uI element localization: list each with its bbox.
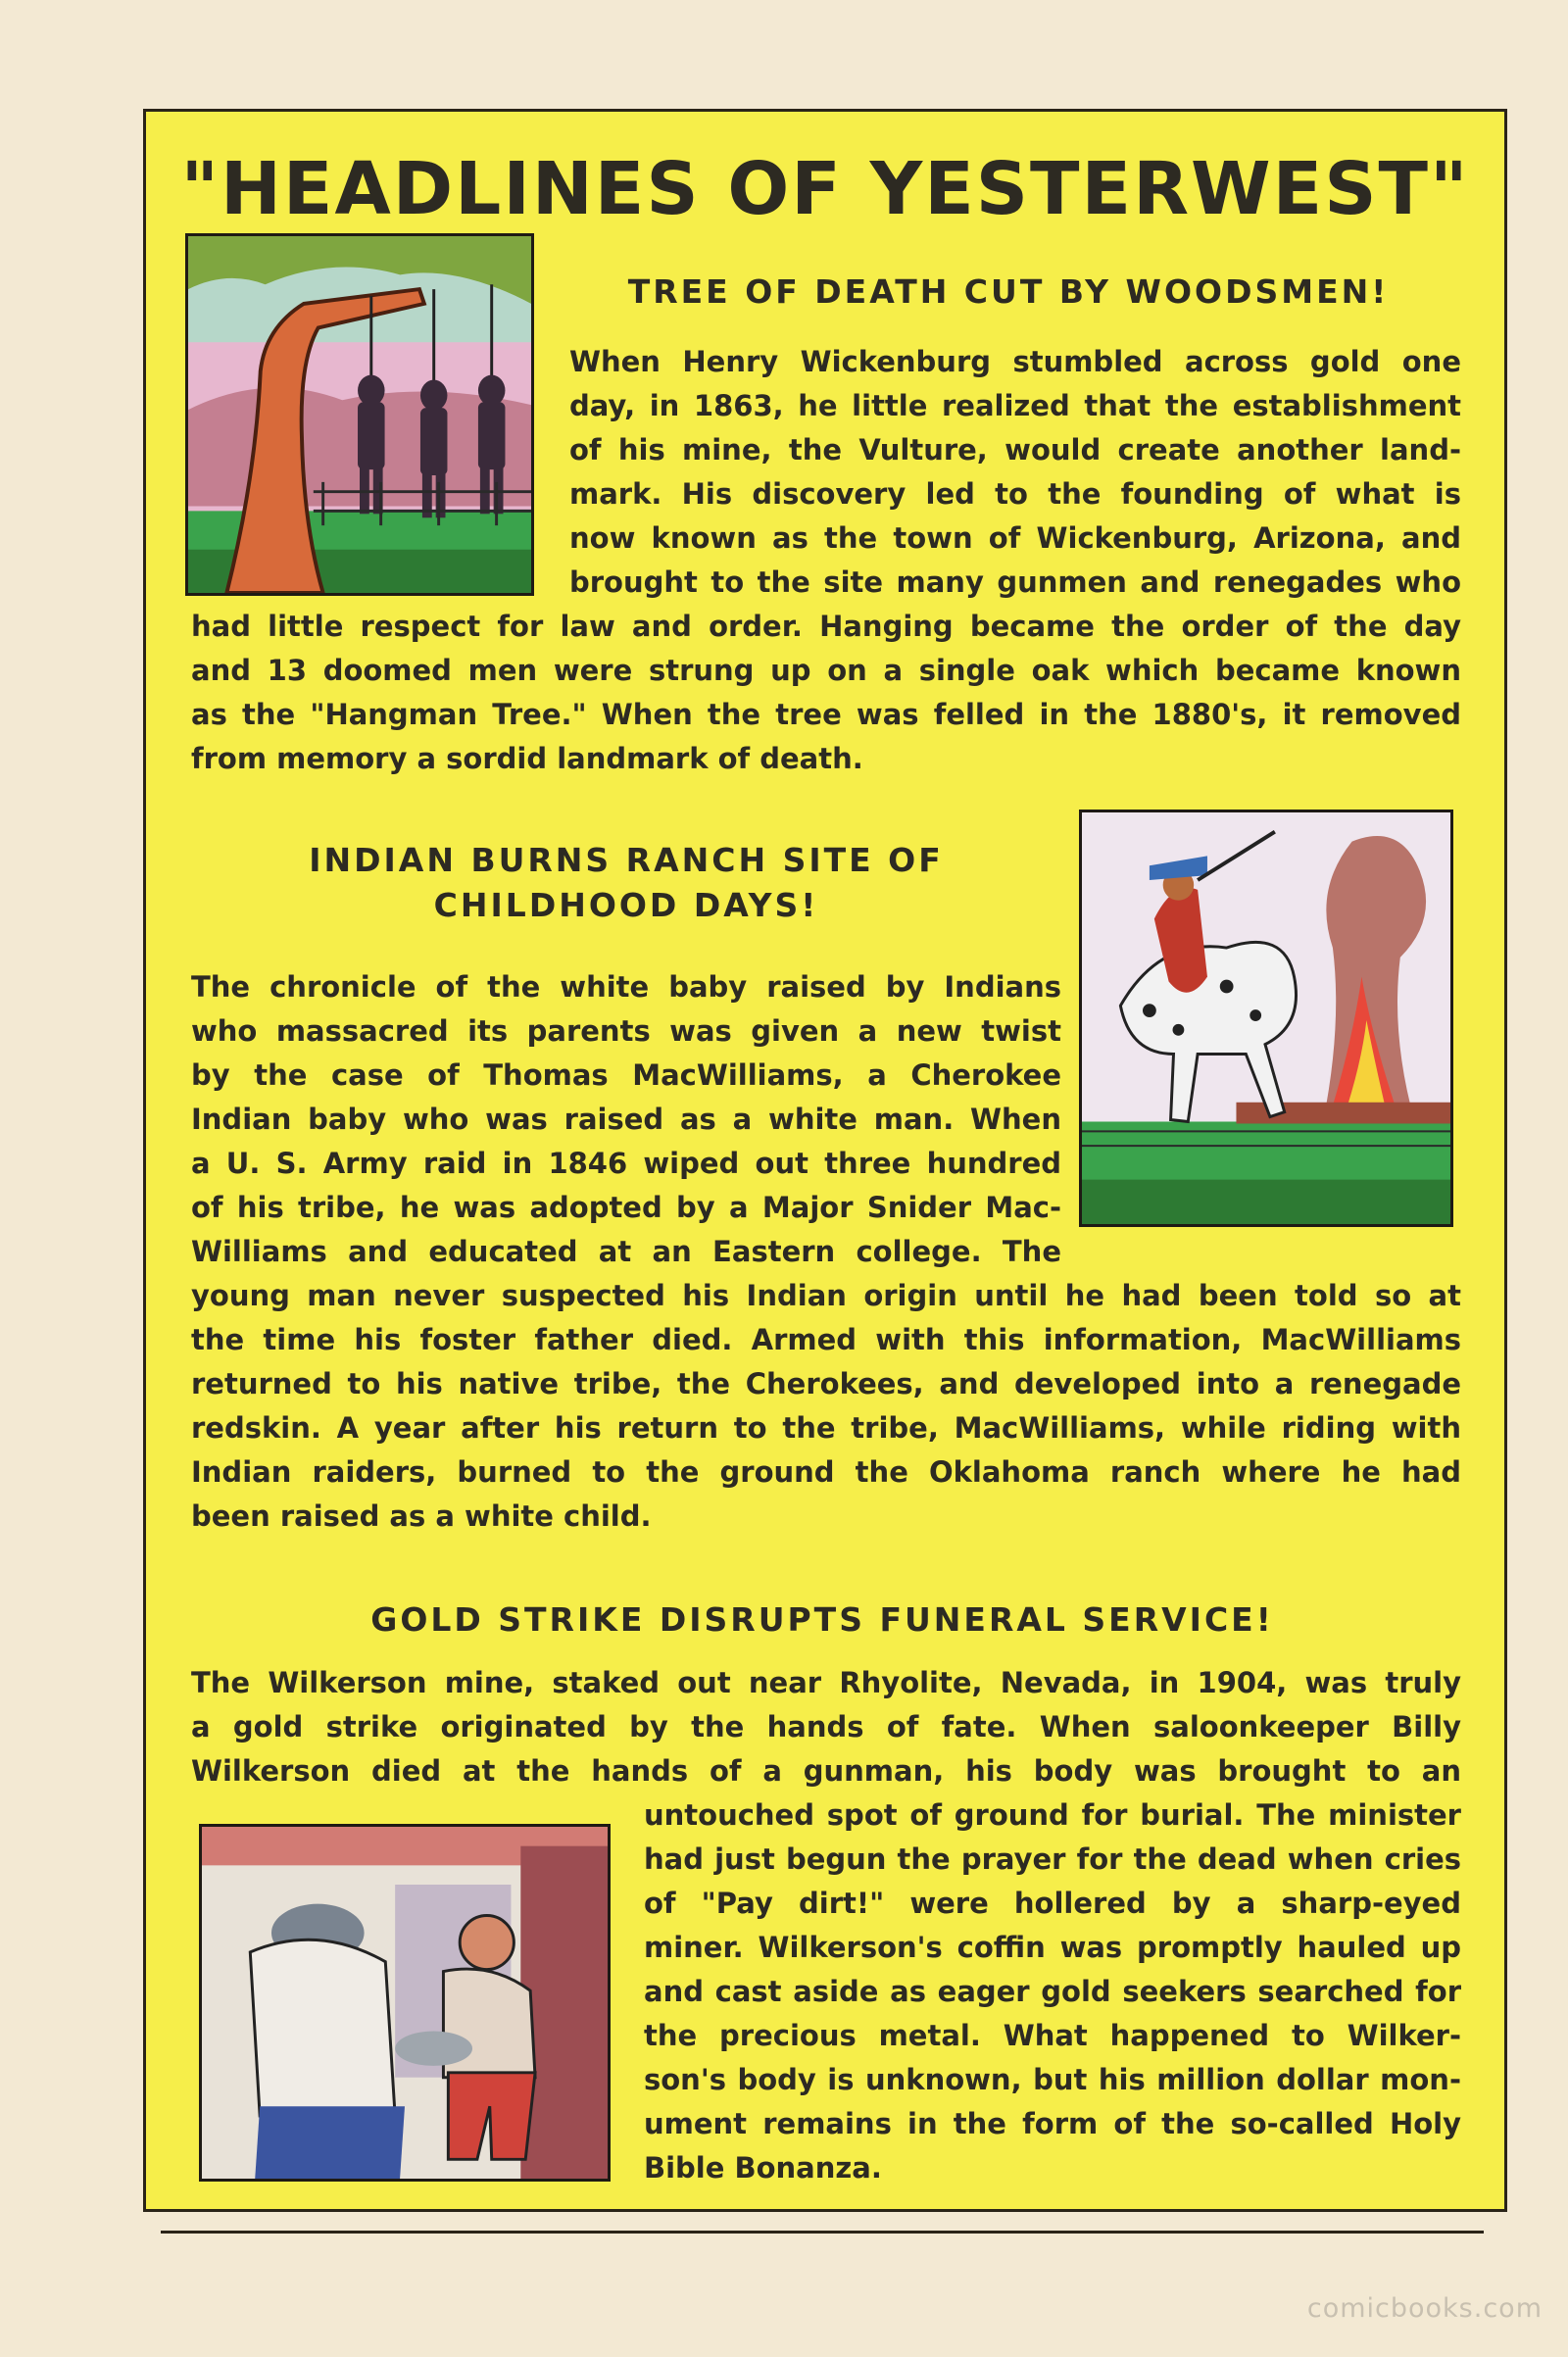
story-1-line: day, in 1863, he little realized that the establishment: [569, 389, 1461, 422]
story-2-line: Indian raiders, burned to the ground the Oklahoma ranch where he had: [191, 1455, 1461, 1489]
story-2-line: returned to his native tribe, the Cherokees, and developed into a renegade: [191, 1367, 1461, 1400]
story-2-line: by the case of Thomas MacWilliams, a Cherokee: [191, 1058, 1061, 1092]
story-2-line: a U. S. Army raid in 1846 wiped out three hundred: [191, 1147, 1061, 1180]
story-3-body-lower: [644, 1793, 1461, 2190]
story-1-line: When Henry Wickenburg stumbled across gold one: [569, 345, 1461, 378]
story-3-line: The Wilkerson mine, staked out near Rhyolite, Nevada, in 1904, was truly: [191, 1666, 1461, 1699]
story-1-line: now known as the town of Wickenburg, Arizona, and: [569, 521, 1461, 555]
indian-rider-fire-illustration: [1079, 810, 1453, 1227]
site-watermark: comicbooks.com: [1306, 2293, 1543, 2324]
story-1-line: had little respect for law and order. Hanging became the order of the day: [191, 610, 1461, 643]
story-3-headline: GOLD STRIKE DISRUPTS FUNERAL SERVICE!: [370, 1600, 1274, 1639]
story-2-line: young man never suspected his Indian origin until he had been told so at: [191, 1279, 1461, 1312]
prospectors-illustration: [199, 1824, 611, 2182]
story-3-line: of "Pay dirt!" were hollered by a sharp-eyed: [644, 1887, 1461, 1920]
story-2-headline-line: INDIAN BURNS RANCH SITE OF: [309, 841, 944, 879]
story-3-line: son's body is unknown, but his million dollar mon-: [644, 2063, 1461, 2096]
story-1-line: of his mine, the Vulture, would create another land-: [569, 433, 1461, 466]
story-1-line: mark. His discovery led to the founding of what is: [569, 477, 1461, 511]
story-3-line: untouched spot of ground for burial. The minister: [644, 1798, 1461, 1832]
story-2-body-upper: [191, 965, 1061, 1274]
page-bottom-rule: [161, 2231, 1484, 2234]
story-2-line: of his tribe, he was adopted by a Major Snider Mac-: [191, 1191, 1061, 1224]
story-3-body-upper: [191, 1661, 1461, 1793]
story-2-line: Williams and educated at an Eastern college. The: [191, 1235, 1061, 1268]
story-2-line: been raised as a white child.: [191, 1499, 652, 1533]
story-2-headline: [185, 838, 1067, 928]
story-1-body-upper: [569, 340, 1461, 605]
story-2-line: who massacred its parents was given a new twist: [191, 1014, 1061, 1048]
story-1-headline: TREE OF DEATH CUT BY WOODSMEN!: [627, 272, 1390, 311]
story-3-line: a gold strike originated by the hands of fate. When saloonkeeper Billy: [191, 1710, 1461, 1743]
story-3-line: miner. Wilkerson's coffin was promptly hauled up: [644, 1931, 1461, 1964]
story-3-line: and cast aside as eager gold seekers searched for: [644, 1975, 1461, 2008]
story-2-line: The chronicle of the white baby raised by Indians: [191, 970, 1061, 1004]
story-1-line: and 13 doomed men were strung up on a single oak which became known: [191, 654, 1461, 687]
hanging-tree-illustration: [185, 233, 534, 596]
story-3-line: had just begun the prayer for the dead when cries: [644, 1842, 1461, 1876]
story-1-line: brought to the site many gunmen and renegades who: [569, 565, 1461, 599]
page-frame: [143, 109, 1507, 2212]
story-3-line: Wilkerson died at the hands of a gunman, his body was brought to an: [191, 1754, 1461, 1788]
story-2-headline-line: CHILDHOOD DAYS!: [433, 886, 819, 925]
story-1-line: as the "Hangman Tree." When the tree was felled in the 1880's, it removed: [191, 698, 1461, 731]
story-3-line: ument remains in the form of the so-called Holy: [644, 2107, 1461, 2140]
story-2-line: redskin. A year after his return to the tribe, MacWilliams, while riding with: [191, 1411, 1461, 1445]
story-2-body-lower: [191, 1274, 1461, 1539]
page-title: "HEADLINES OF YESTERWEST": [180, 147, 1470, 231]
story-1-line: from memory a sordid landmark of death.: [191, 742, 863, 775]
story-3-line: the precious metal. What happened to Wilker-: [644, 2019, 1461, 2052]
story-3-line: Bible Bonanza.: [644, 2151, 882, 2185]
story-2-line: Indian baby who was raised as a white man. When: [191, 1103, 1061, 1136]
story-1-body-lower: [191, 605, 1461, 781]
story-2-line: the time his foster father died. Armed with this information, MacWilliams: [191, 1323, 1461, 1356]
